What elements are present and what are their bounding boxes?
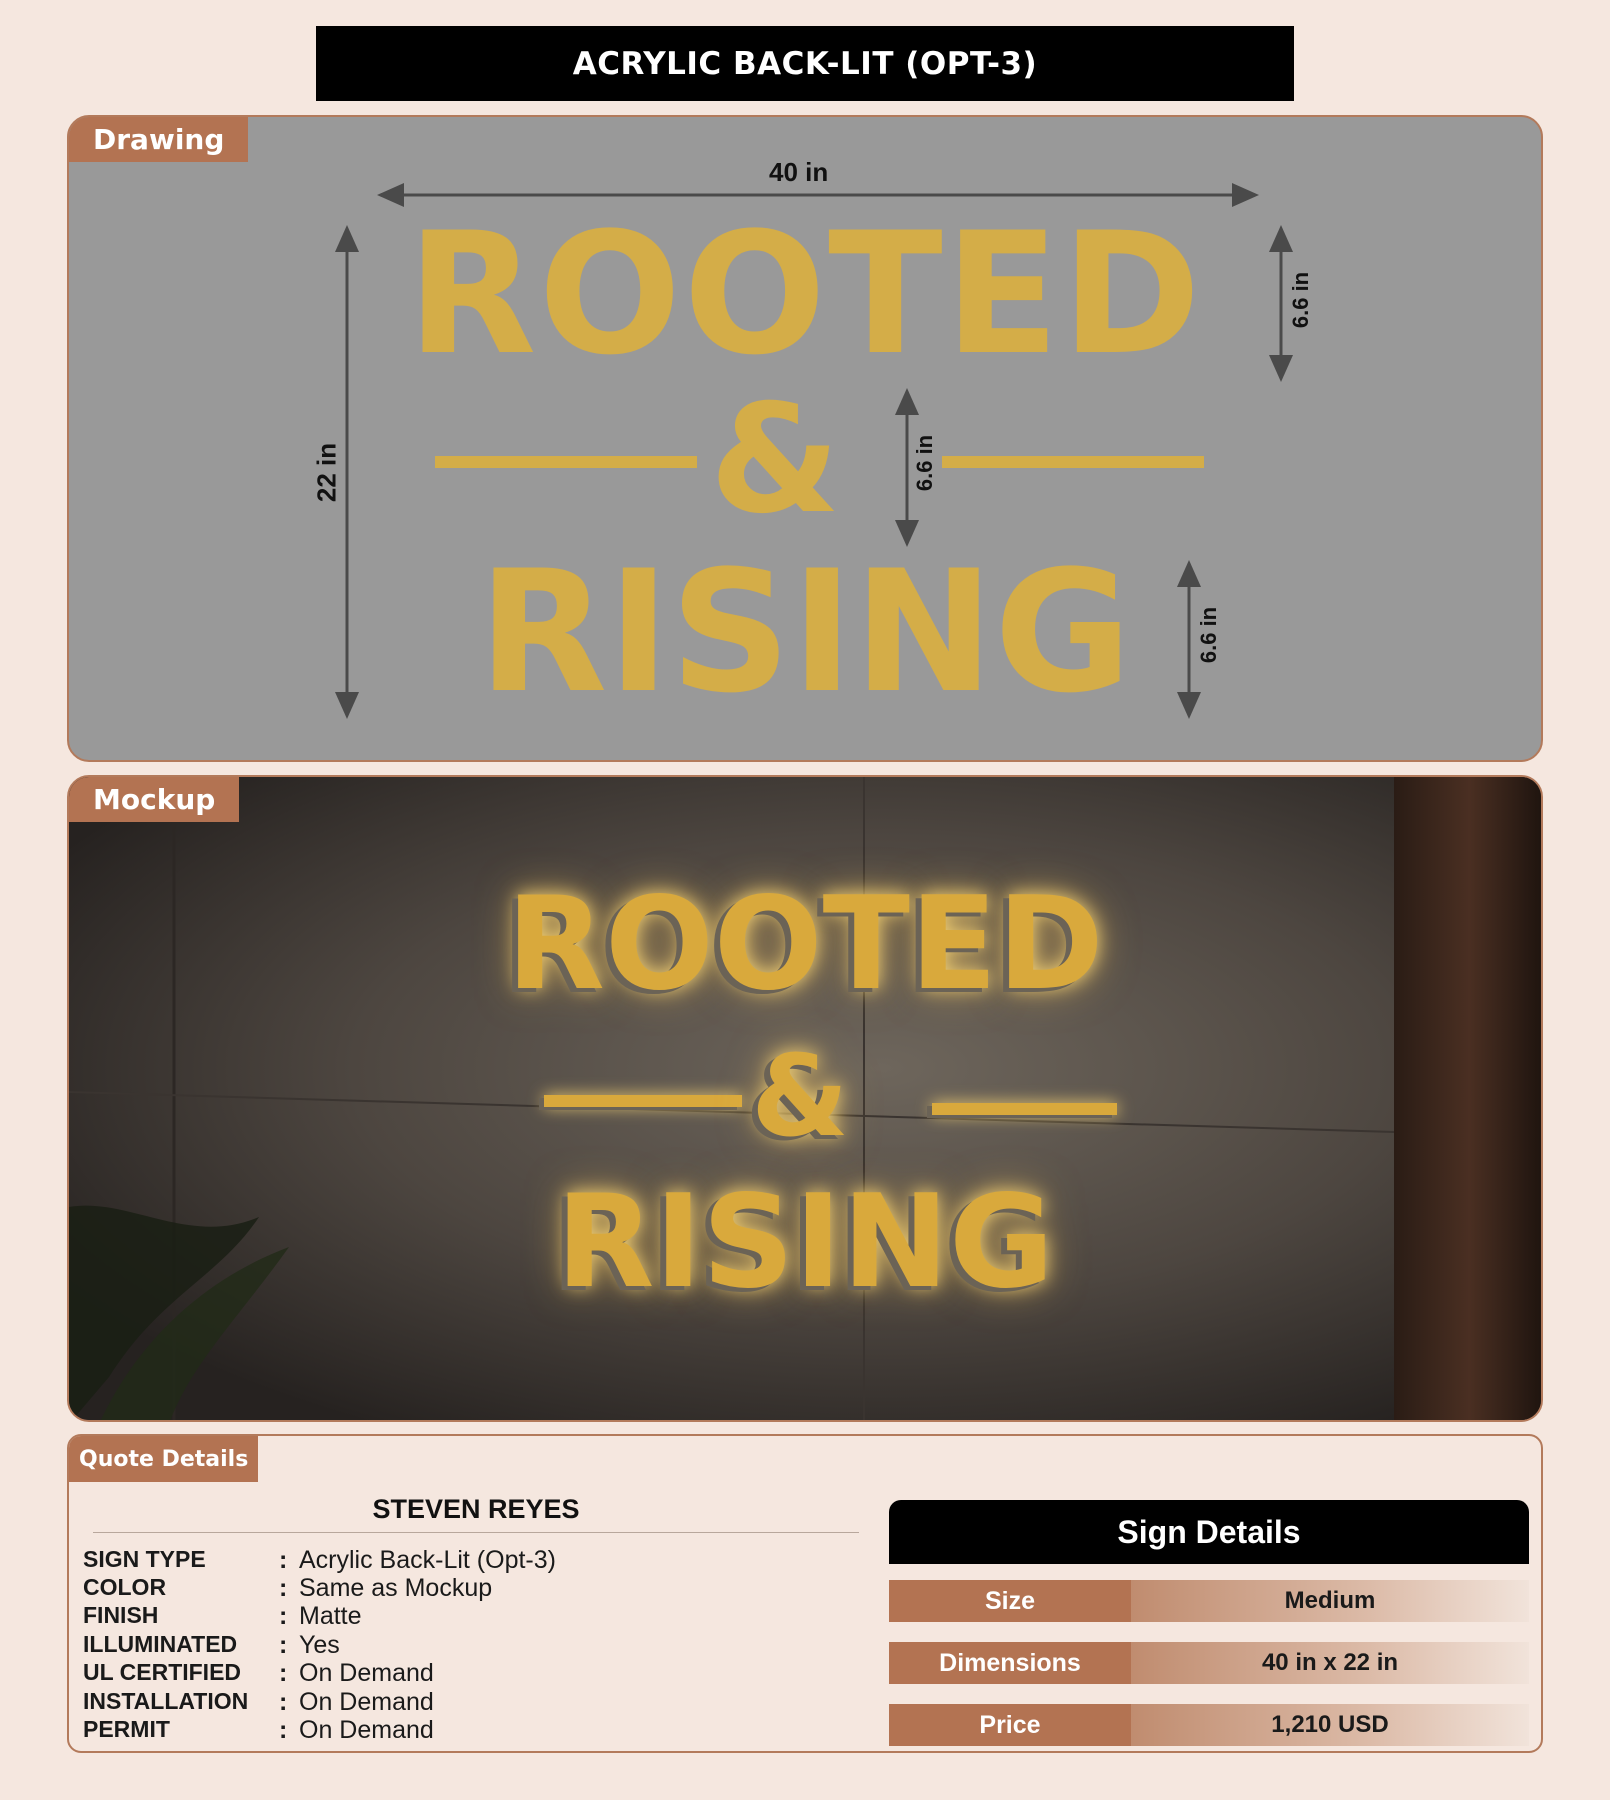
spec-key: PERMIT — [83, 1716, 170, 1742]
sign-detail-key: Dimensions — [889, 1642, 1131, 1684]
sign-detail-row-dimensions — [889, 1642, 1529, 1684]
mockup-tab-label: Mockup — [69, 777, 239, 822]
mockup-panel — [67, 775, 1543, 1422]
line1-height-label: 6.6 in — [1288, 271, 1313, 329]
mockup-line-ampersand: & — [751, 1032, 849, 1162]
spec-colon: : — [279, 1688, 288, 1716]
spec-row-finish — [83, 1602, 362, 1630]
drawing-line-rooted: ROOTED — [407, 196, 1203, 392]
line3-height-label: 6.6 in — [1196, 606, 1221, 664]
spec-colon: : — [279, 1631, 288, 1659]
spec-colon: : — [279, 1574, 288, 1602]
spec-row-permit — [83, 1716, 434, 1744]
spec-value: On Demand — [299, 1716, 434, 1744]
sign-detail-row-size — [889, 1580, 1529, 1622]
spec-key: INSTALLATION — [83, 1688, 249, 1714]
mockup-line-rooted: ROOTED — [506, 870, 1104, 1019]
spec-key: FINISH — [83, 1602, 159, 1628]
sign-detail-value: 40 in x 22 in — [1131, 1642, 1529, 1684]
sign-detail-key: Size — [889, 1580, 1131, 1622]
width-label: 40 in — [769, 157, 829, 187]
mockup-line-rising: RISING — [555, 1168, 1055, 1317]
page-title: ACRYLIC BACK-LIT (OPT-3) — [316, 26, 1294, 101]
sign-detail-key: Price — [889, 1704, 1131, 1746]
spec-value: Matte — [299, 1602, 362, 1630]
sign-detail-value: Medium — [1131, 1580, 1529, 1622]
drawing-tab-label: Drawing — [69, 117, 248, 162]
spec-colon: : — [279, 1546, 288, 1574]
spec-value: On Demand — [299, 1688, 434, 1716]
spec-row-illuminated — [83, 1631, 340, 1659]
spec-row-color — [83, 1574, 492, 1602]
spec-colon: : — [279, 1716, 288, 1744]
spec-value: Acrylic Back-Lit (Opt-3) — [299, 1546, 556, 1574]
sign-details-header: Sign Details — [889, 1500, 1529, 1564]
spec-key: SIGN TYPE — [83, 1546, 206, 1572]
spec-key: ILLUMINATED — [83, 1631, 238, 1657]
customer-name: STEVEN REYES — [372, 1494, 580, 1524]
spec-row-installation — [83, 1688, 434, 1716]
spec-colon: : — [279, 1659, 288, 1687]
quote-panel — [67, 1434, 1543, 1753]
drawing-line-ampersand: & — [709, 373, 841, 547]
spec-value: Yes — [299, 1631, 340, 1659]
spec-value: On Demand — [299, 1659, 434, 1687]
sign-detail-value: 1,210 USD — [1131, 1704, 1529, 1746]
spec-key: COLOR — [83, 1574, 167, 1600]
spec-row-ul-certified — [83, 1659, 434, 1687]
spec-colon: : — [279, 1602, 288, 1630]
spec-key: UL CERTIFIED — [83, 1659, 242, 1685]
spec-value: Same as Mockup — [299, 1574, 493, 1602]
customer-name-divider — [93, 1532, 859, 1533]
spec-row-sign-type — [83, 1546, 556, 1574]
drawing-panel — [67, 115, 1543, 762]
quote-tab-label: Quote Details — [69, 1436, 258, 1482]
height-label: 22 in — [311, 442, 342, 503]
line2-height-label: 6.6 in — [912, 434, 937, 492]
sign-detail-row-price — [889, 1704, 1529, 1746]
drawing-line-rising: RISING — [478, 534, 1132, 730]
